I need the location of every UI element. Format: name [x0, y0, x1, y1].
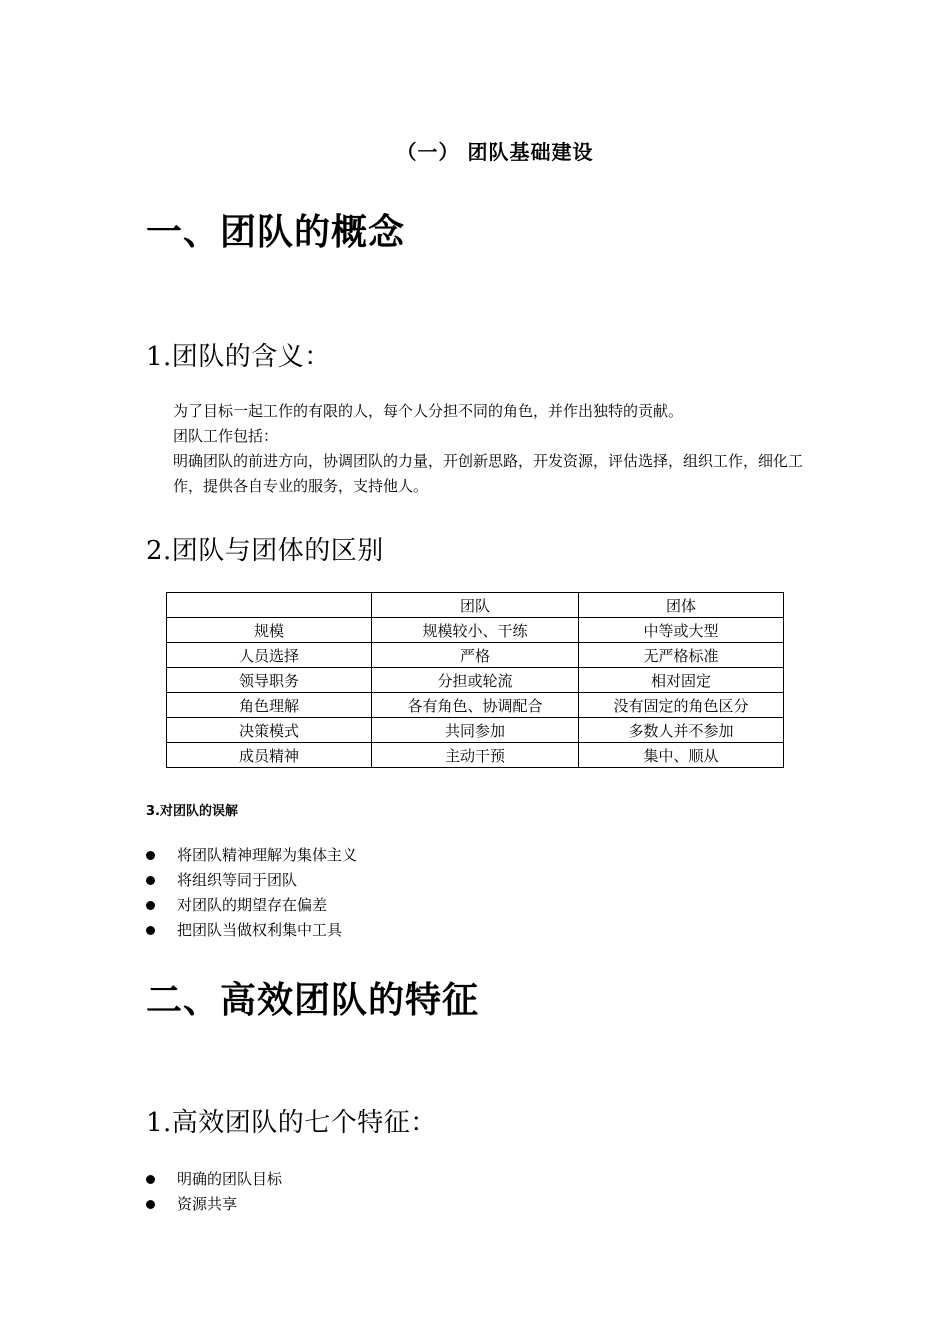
list-item [146, 868, 357, 893]
list-item [146, 918, 357, 943]
table-cell: 规模 [167, 618, 372, 643]
table-header-cell [167, 593, 372, 618]
paragraph-line: 明确团队的前进方向，协调团队的力量，开创新思路，开发资源，评估选择，组织工作，细化工作，提供各自专业的服务，支持他人。 [173, 452, 804, 495]
bullet-icon [146, 1200, 155, 1209]
table-header-row [167, 593, 784, 618]
page-title: （一） 团队基础建设 [396, 140, 594, 164]
list-item [146, 1167, 282, 1192]
bullet-icon [146, 926, 155, 935]
table-header-cell: 团队 [372, 593, 579, 618]
features-list [146, 1167, 282, 1217]
list-item-text: 资源共享 [177, 1195, 238, 1213]
table-cell: 集中、顺从 [579, 743, 784, 768]
subheading-seven-features: 1.高效团队的七个特征： [146, 1108, 437, 1138]
table-cell: 相对固定 [579, 668, 784, 693]
bullet-icon [146, 1175, 155, 1184]
subheading-team-meaning: 1.团队的含义： [146, 342, 331, 372]
table-cell: 成员精神 [167, 743, 372, 768]
list-item-text: 明确的团队目标 [177, 1170, 283, 1188]
table-header-cell: 团体 [579, 593, 784, 618]
list-item [146, 1192, 282, 1217]
table-cell: 人员选择 [167, 643, 372, 668]
table-row [167, 618, 784, 643]
table-cell: 领导职务 [167, 668, 372, 693]
list-item-text: 将组织等同于团队 [177, 871, 298, 889]
table-cell: 各有角色、协调配合 [372, 693, 579, 718]
section-heading-team-concept: 一、团队的概念 [146, 211, 406, 253]
table-cell: 分担或轮流 [372, 668, 579, 693]
table-cell: 共同参加 [372, 718, 579, 743]
subheading-team-misconceptions: 3.对团队的误解 [146, 804, 238, 819]
table-cell: 无严格标准 [579, 643, 784, 668]
paragraph-line: 团队工作包括： [173, 427, 279, 445]
bullet-icon [146, 901, 155, 910]
bullet-icon [146, 851, 155, 860]
comparison-table [166, 592, 784, 768]
table-row [167, 693, 784, 718]
table-row [167, 718, 784, 743]
table-cell: 严格 [372, 643, 579, 668]
table-cell: 多数人并不参加 [579, 718, 784, 743]
table-cell: 角色理解 [167, 693, 372, 718]
team-meaning-paragraph [173, 399, 813, 499]
table-cell: 没有固定的角色区分 [579, 693, 784, 718]
table-cell: 中等或大型 [579, 618, 784, 643]
table-row [167, 743, 784, 768]
list-item-text: 对团队的期望存在偏差 [177, 896, 328, 914]
list-item-text: 将团队精神理解为集体主义 [177, 846, 358, 864]
table-cell: 主动干预 [372, 743, 579, 768]
list-item [146, 843, 357, 868]
paragraph-line: 为了目标一起工作的有限的人，每个人分担不同的角色，并作出独特的贡献。 [173, 402, 684, 420]
table-cell: 规模较小、干练 [372, 618, 579, 643]
list-item-text: 把团队当做权利集中工具 [177, 921, 343, 939]
list-item [146, 893, 357, 918]
table-row [167, 643, 784, 668]
table-cell: 决策模式 [167, 718, 372, 743]
subheading-team-vs-group: 2.团队与团体的区别 [146, 536, 384, 566]
misconceptions-list [146, 843, 357, 943]
bullet-icon [146, 876, 155, 885]
table-row [167, 668, 784, 693]
section-heading-effective-team: 二、高效团队的特征 [146, 979, 480, 1021]
